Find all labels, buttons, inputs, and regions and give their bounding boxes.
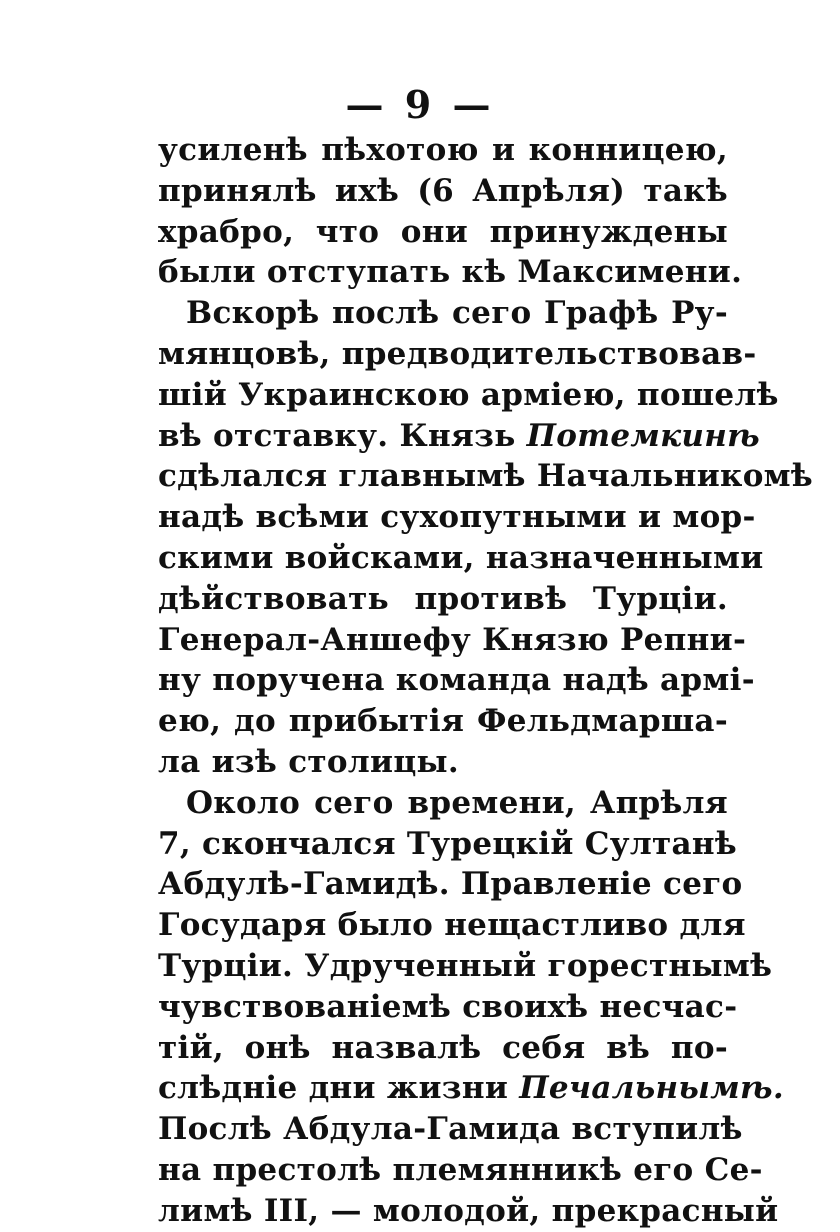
- text-line: были отступать кѣ Максимени.: [158, 254, 743, 291]
- text-line: чувствованіемѣ своихѣ несчас-: [158, 988, 738, 1025]
- text-line: храбро, что они принуждены: [158, 213, 728, 250]
- body-text: [158, 130, 813, 1232]
- text-line: Генерал-Аншефу Князю Репни-: [158, 621, 747, 658]
- text-line-with-italic: [158, 416, 760, 457]
- text-line: Послѣ Абдула-Гамида вступилѣ: [158, 1111, 743, 1148]
- text-line: скими войсками, назначенными: [158, 539, 764, 576]
- text-line-with-italic: [158, 1068, 784, 1109]
- text-line: Государя было нещастливо для: [158, 907, 746, 944]
- text-line: на престолѣ племянникѣ его Се-: [158, 1151, 763, 1188]
- text-line: ну поручена команда надѣ армі-: [158, 662, 755, 699]
- text-line: мянцовѣ, предводительствовав-: [158, 335, 757, 372]
- text-line: дѣйствовать противѣ Турціи.: [158, 580, 728, 617]
- text-line: надѣ всѣми сухопутными и мор-: [158, 499, 756, 536]
- text-line: ею, до прибытія Фельдмарша-: [158, 703, 728, 740]
- text-line: тій, онѣ назвалѣ себя вѣ по-: [158, 1029, 728, 1066]
- page-number: — 9 —: [345, 82, 495, 127]
- text-line: ла изѣ столицы.: [158, 743, 459, 780]
- paragraph-start-line: Около сего времени, Апрѣля: [186, 784, 728, 821]
- text-fragment: вѣ отставку. Князь: [158, 417, 516, 454]
- text-line: лимѣ III, — молодой, прекрасный: [158, 1192, 779, 1229]
- paragraph-start-line: Вскорѣ послѣ сего Графѣ Ру-: [186, 295, 728, 332]
- text-line: сдѣлался главнымѣ Начальникомѣ: [158, 458, 813, 495]
- text-line: 7, скончался Турецкій Султанѣ: [158, 825, 738, 862]
- text-fragment: слѣдніе дни жизни: [158, 1070, 509, 1107]
- text-line: шій Украинскою арміею, пошелѣ: [158, 376, 779, 413]
- text-line: Турціи. Удрученный горестнымѣ: [158, 947, 773, 984]
- italic-word-pechalnym: Печальнымѣ.: [519, 1070, 784, 1107]
- text-line: Абдулѣ-Гамидѣ. Правленіе сего: [158, 866, 743, 903]
- text-line: усиленѣ пѣхотою и конницею,: [158, 132, 728, 168]
- text-line: принялѣ ихѣ (6 Апрѣля) такѣ: [158, 172, 728, 209]
- italic-name-potemkin: Потемкинѣ: [526, 417, 760, 454]
